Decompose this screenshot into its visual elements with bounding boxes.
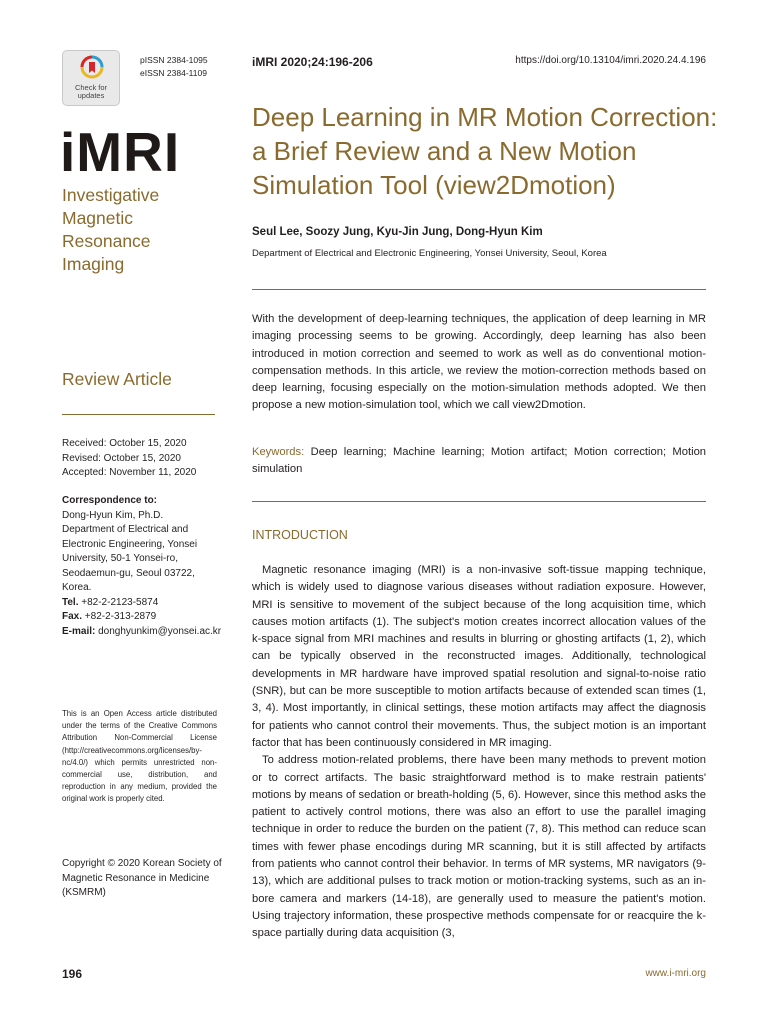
tel-label: Tel.	[62, 596, 79, 608]
correspondence-line: Department of Electrical and	[62, 524, 189, 535]
correspondence-line: Electronic Engineering, Yonsei	[62, 538, 198, 550]
abstract-top-divider	[252, 289, 706, 290]
body-paragraph: To address motion-related problems, there have been many methods to prevent motion or to correct artifacts. The basic straightforward method is to make restrain patients' motions by means of sedation or breath-holding (5, 6). However, since this method asks the patient to actively control motions, there was also an effort to use the parallel imaging technique in order to reduce the burden on the patient (7, 8). This method can reduce scan times with fewer phase encodings during MR scanning, but it is still affected by artifacts from patients who cannot control their behavior. In terms of MR systems, MR navigators (9-13), which are additional pulses to track motion or motion-tracking systems, such as an in-bore camera and markers (14-18), are generally used to measure the patient's motion. Using trajectory information, these prospective methods compensate for or reacquire the k-space partially during data acquisition (3,	[252, 754, 706, 940]
keywords-block	[252, 444, 706, 479]
abstract-text: With the development of deep-learning techniques, the application of deep learning in MR imaging processing seems to be growing. Accordingly, deep learning has also been introduced in motion correction and seemed to work as well as do conventional motion-compensation methods. In this article, we review the motion-correction methods based on deep learning, focusing especially on the motion-simulation methods adopted. We then propose a new motion-simulation tool, which we call view2Dmotion.	[252, 313, 706, 412]
journal-name-line: Investigative	[62, 185, 160, 205]
keywords-label: Keywords:	[252, 446, 305, 458]
correspondence-block	[62, 494, 222, 639]
body-paragraph: Magnetic resonance imaging (MRI) is a non-invasive soft-tissue mapping technique, which is widely used to diagnose various diseases without radiation exposure. However, MRI is sensitive to movement of the subject because of the long acquisition time, which causes motion artifacts (1). The subject's motion creates incorrect allocation values of the k-space signal from MRI machines and results in blurring or ghosting artifacts (1, 2), which can be typically observed in the reconstructed images. Additionally, technological developments in MR hardware have improved spatial resolution and signal-to-noise ratio (SNR), but can be more susceptible to motion artifacts because of extended scan times (1, 3, 4). Most importantly, in clinical settings, these motion artifacts may affect the diagnosis for patients who cannot control their movements. Thus, the subject motion is an important factor that has been continuously considered in MR imaging.	[252, 564, 706, 749]
tel-value: +82-2-2123-5874	[81, 596, 159, 608]
article-title: Deep Learning in MR Motion Correction: a Brief Review and a New Motion Simulation Tool (view2Dmotion)	[252, 102, 718, 200]
journal-name-line: Imaging	[62, 254, 125, 274]
email-link[interactable]: donghyunkim@yonsei.ac.kr	[98, 625, 222, 637]
fax-label: Fax.	[62, 611, 83, 622]
correspondence-line: Korea.	[62, 582, 92, 593]
body-text	[252, 562, 706, 943]
author-affiliation: Department of Electrical and Electronic Engineering, Yonsei University, Seoul, Korea	[252, 248, 607, 259]
fax-value: +82-2-313-2879	[84, 611, 157, 622]
eissn: eISSN 2384-1109	[140, 68, 207, 78]
journal-name	[62, 184, 159, 276]
license-text: This is an Open Access article distributed under the terms of the Creative Commons Attribution Non-Commercial License (http://creativecommons.org/licenses/by-nc/4.0/) which permits unrestricted non-commercial use, distribution, and reproduction in any medium, provided the original work is properly cited.	[62, 709, 217, 804]
keywords-list: Deep learning; Machine learning; Motion artifact; Motion correction; Motion simulation	[252, 446, 707, 476]
sidebar-divider	[62, 414, 215, 415]
check-for-updates-badge[interactable]	[62, 50, 120, 106]
received-date: Received: October 15, 2020	[62, 438, 187, 449]
article-dates	[62, 437, 196, 481]
correspondence-line: Seodaemun-gu, Seoul 03722,	[62, 567, 195, 579]
abstract-bottom-divider	[252, 501, 706, 502]
pissn: pISSN 2384-1095	[140, 55, 208, 65]
issn-block	[140, 54, 208, 80]
journal-name-line: Resonance	[62, 231, 151, 251]
doi-link[interactable]: https://doi.org/10.13104/imri.2020.24.4.196	[515, 55, 706, 66]
crossmark-icon	[80, 55, 104, 79]
correspondence-line: University, 50-1 Yonsei-ro,	[62, 553, 178, 564]
journal-website-link[interactable]: www.i-mri.org	[645, 968, 706, 979]
journal-citation: iMRI 2020;24:196-206	[252, 55, 373, 69]
badge-label: Check for updates	[74, 83, 108, 100]
journal-logo: iMRI	[60, 121, 181, 183]
revised-date: Revised: October 15, 2020	[62, 452, 181, 464]
email-label: E-mail:	[62, 625, 96, 637]
author-list: Seul Lee, Soozy Jung, Kyu-Jin Jung, Dong-Hyun Kim	[252, 226, 543, 238]
correspondence-line: Dong-Hyun Kim, Ph.D.	[62, 509, 164, 521]
journal-name-line: Magnetic	[62, 208, 134, 228]
section-heading: INTRODUCTION	[252, 528, 348, 542]
copyright-text: Copyright © 2020 Korean Society of Magnetic Resonance in Medicine (KSMRM)	[62, 858, 222, 898]
article-type: Review Article	[62, 369, 172, 389]
page-number: 196	[62, 967, 83, 981]
correspondence-label: Correspondence to:	[62, 495, 158, 506]
accepted-date: Accepted: November 11, 2020	[62, 467, 197, 478]
